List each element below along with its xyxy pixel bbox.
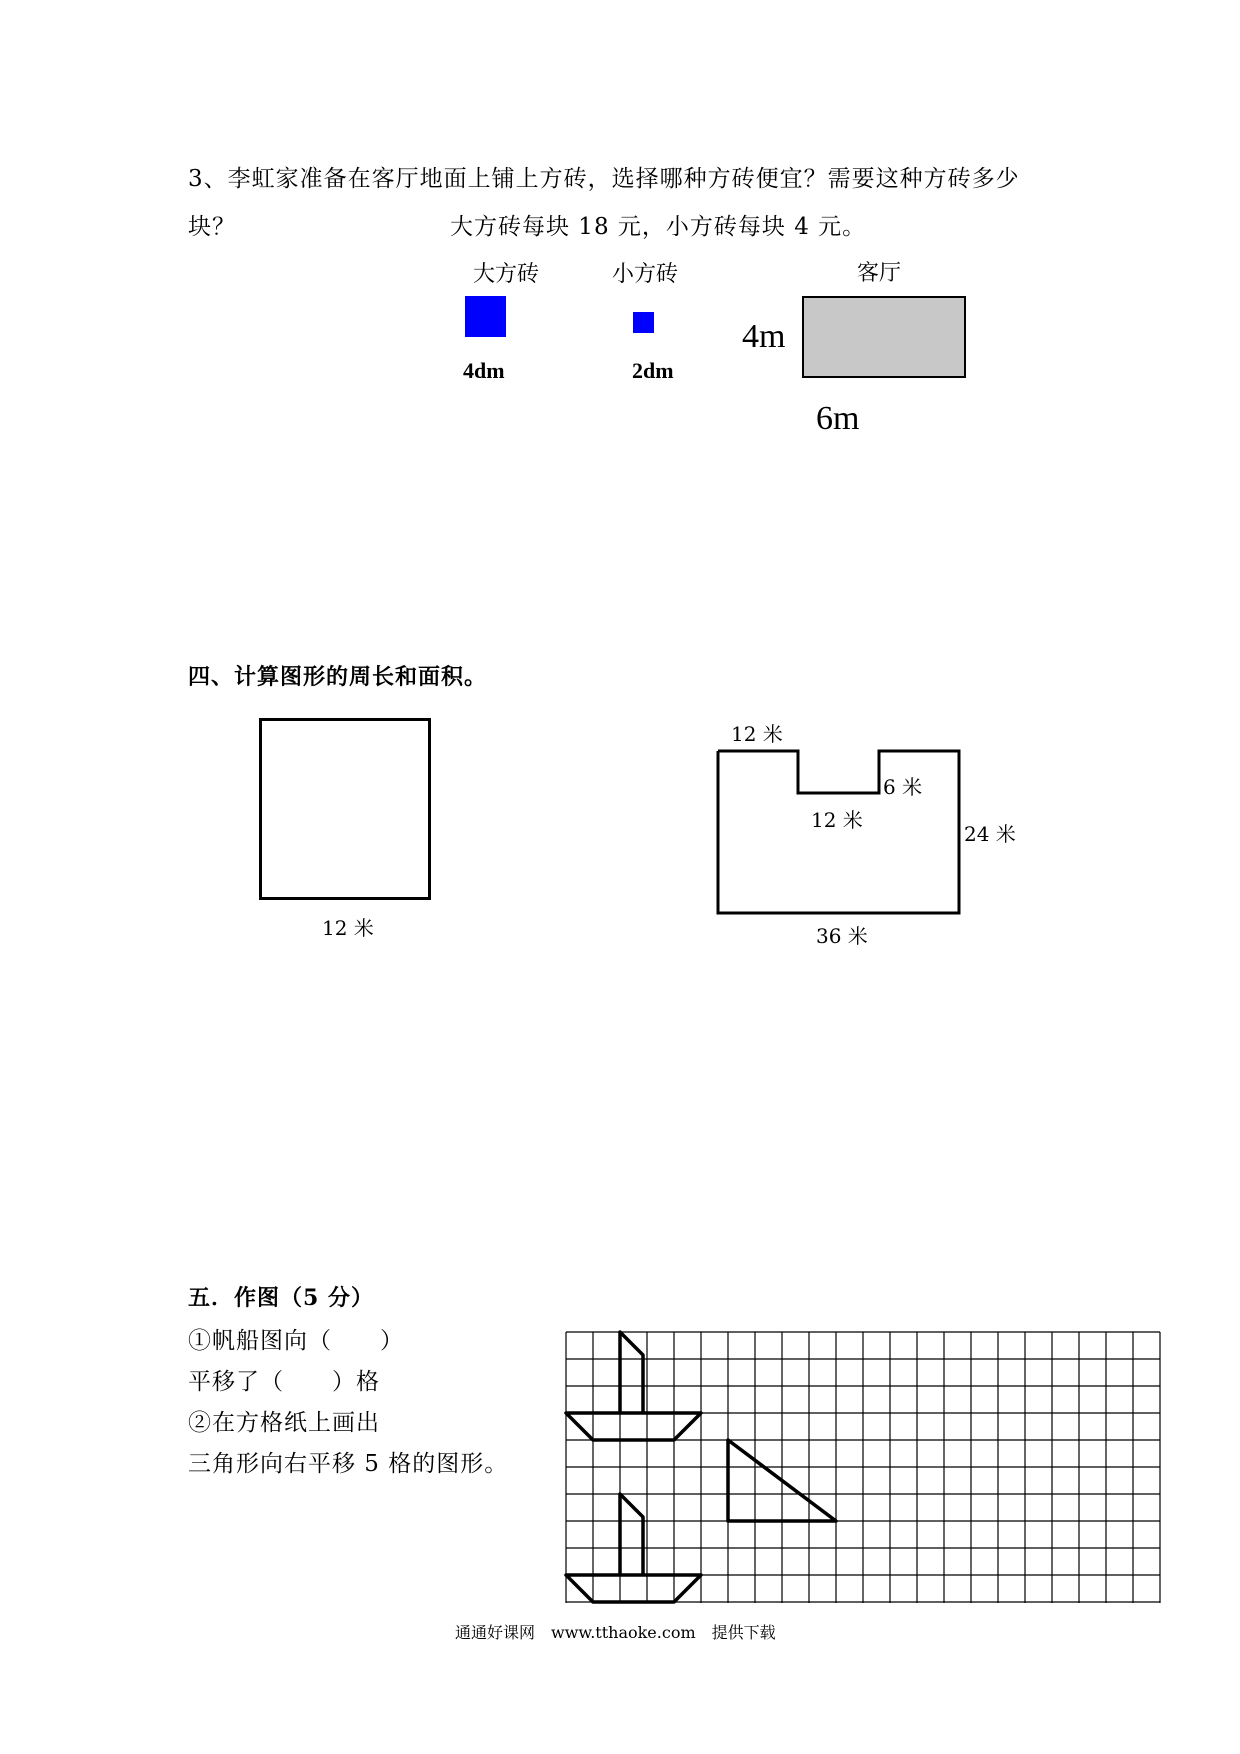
section5-q1-line1: ①帆船图向（ ） xyxy=(188,1328,404,1354)
shape-notch-width-label: 12 米 xyxy=(811,808,863,832)
grid-paper xyxy=(566,1332,1160,1603)
section5-q1-line2: 平移了（ ）格 xyxy=(188,1369,380,1395)
question3-line2-start: 块？ xyxy=(188,214,236,240)
section5-title: 五．作图（5 分） xyxy=(188,1285,374,1311)
shape-notch-depth-label: 6 米 xyxy=(883,775,923,799)
section4-title: 四、计算图形的周长和面积。 xyxy=(188,664,488,690)
shape-bottom-label: 36 米 xyxy=(816,924,868,948)
small-tile-label: 小方砖 xyxy=(612,262,679,287)
room-label: 客厅 xyxy=(857,261,902,286)
room-height-label: 4m xyxy=(742,318,786,355)
big-tile-size: 4dm xyxy=(463,358,505,383)
footer-text: 通通好课网 www.tthaoke.com 提供下载 xyxy=(455,1623,776,1642)
section5-q2-line2: 三角形向右平移 5 格的图形。 xyxy=(188,1451,509,1477)
big-tile-label: 大方砖 xyxy=(473,262,540,287)
section5-q2-line1: ②在方格纸上画出 xyxy=(188,1410,380,1436)
room-width-label: 6m xyxy=(816,400,860,437)
shape-top-left-label: 12 米 xyxy=(731,722,783,746)
shape-height-label: 24 米 xyxy=(964,822,1016,846)
question3-price-text: 大方砖每块 18 元，小方砖每块 4 元。 xyxy=(450,214,867,240)
small-tile-size: 2dm xyxy=(632,358,674,383)
square-side-label: 12 米 xyxy=(322,916,374,940)
question3-line1: 3、李虹家准备在客厅地面上铺上方砖，选择哪种方砖便宜？需要这种方砖多少 xyxy=(188,166,1020,192)
